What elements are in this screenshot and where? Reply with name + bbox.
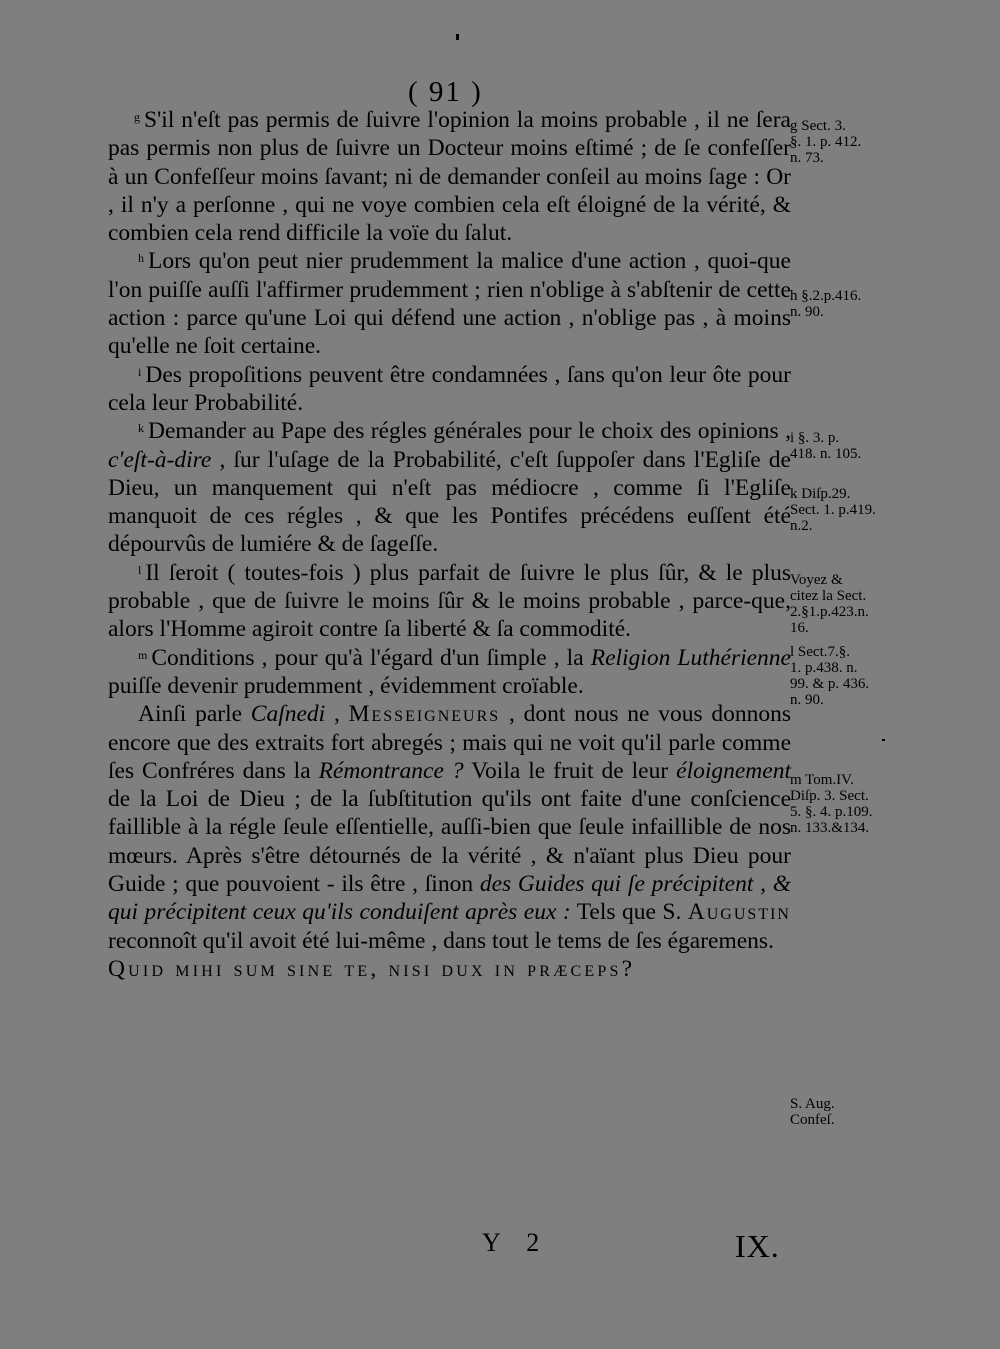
margin-note-k: k Diſp.29. Sect. 1. p.419. n.2.	[790, 486, 876, 534]
margin-note-l: l Sect.7.§. 1. p.438. n. 99. & p. 436. n. 90.	[790, 644, 870, 708]
margin-note-voyez: Voyez & citez la Sect. 2.§1.p.423.n. 16.	[790, 572, 869, 636]
paragraph-l	[108, 559, 791, 644]
paragraph-k	[108, 417, 791, 558]
conclusion-caps-augustin: Augustin	[687, 899, 791, 926]
note-marker-l: l	[138, 562, 142, 577]
conclusion-text-3: , dont nous ne vous donnons encore que des extraits fort abregés ; mais qui ne voit qu'il parle comme ſes Confréres dans la	[108, 701, 791, 784]
paragraph-k-text-after: , ſur l'uſage de la Probabilité, c'eſt ſuppoſer dans l'Egliſe de Dieu, un manquement qui n'eſt pas médiocre , comme ſi l'Egliſe manquoit de ces régles , & que les Pontifes précédens euſſent été dépourvûs de lumiére & de ſageſſe.	[108, 446, 791, 558]
note-marker-k: k	[138, 421, 144, 436]
margin-note-h: h §.2.p.416. n. 90.	[790, 288, 862, 320]
conclusion-italic-eloignement: éloignement	[676, 757, 791, 784]
conclusion-italic-guides: des Guides qui ſe précipitent , & qui précipitent ceux qu'ils conduiſent après eux :	[108, 871, 791, 926]
paragraph-m-text-after: puiſſe devenir prudemment , évidemment croïable.	[108, 672, 584, 699]
paragraph-conclusion	[108, 700, 791, 955]
conclusion-italic-remontrance: Rémontrance ?	[318, 757, 464, 784]
conclusion-text-4: Voila le fruit de leur	[463, 757, 677, 784]
paragraph-k-italic: c'eſt-à-dire	[108, 446, 212, 473]
margin-note-g: g Sect. 3. §. 1. p. 412. n. 73.	[790, 118, 862, 166]
paragraph-g-text: S'il n'eſt pas permis de ſuivre l'opinion la moins probable , il ne ſera pas permis non plus de ſuivre un Docteur moins eſtimé ; de ſe confeſſer à un Confeſſeur moins ſavant; ni de demander conſeil au moins ſage : Or , il n'y a perſonne , qui ne voye combien cela eſt éloigné de la vérité, & combien cela rend difficile la voïe du ſalut.	[108, 107, 791, 247]
paragraph-h-text: Lors qu'on peut nier prudemment la malice d'une action , quoi-que l'on puiſſe auſſi l'affirmer prudemment ; rien n'oblige à s'abſtenir de cette action : parce qu'une Loi qui défend une action , n'oblige pas , à moins qu'elle ne ſoit certaine.	[108, 248, 791, 360]
note-marker-m: m	[138, 647, 148, 662]
paragraph-m-italic: Religion Luthérienne	[590, 644, 791, 671]
signature-mark-left: Y 2	[482, 1228, 550, 1257]
paragraph-g	[108, 106, 791, 247]
ink-mark	[882, 739, 885, 741]
paragraph-l-text: Il ſeroit ( toutes-fois ) plus parfait de ſuivre le plus ſûr, & le plus probable , que de ſuivre le moins ſûr & le moins probable , parce-que, alors l'Homme agiroit contre ſa liberté & ſa commodité.	[108, 559, 791, 643]
conclusion-text-1: Ainſi parle	[138, 701, 251, 728]
paragraph-h	[108, 247, 791, 360]
paragraph-k-text-before: Demander au Pape des régles générales pour le choix des opinions ,	[148, 418, 791, 445]
conclusion-text-6: Tels que S.	[570, 899, 688, 926]
paragraph-m	[108, 644, 791, 701]
margin-note-augustin: S. Aug. Confeſ.	[790, 1096, 835, 1128]
paragraph-i	[108, 361, 791, 418]
main-text	[108, 106, 791, 983]
note-marker-h: h	[138, 251, 144, 266]
paragraph-i-text: Des propoſitions peuvent être condamnées , ſans qu'on leur ôte pour cela leur Probabilité.	[108, 361, 791, 416]
conclusion-caps-messeigneurs: Messeigneurs	[348, 701, 501, 728]
latin-quotation: Quid mihi sum sine te, nisi dux in præceps?	[108, 955, 636, 982]
note-marker-g: g	[134, 110, 140, 124]
conclusion-italic-casnedi: Caſnedi	[250, 701, 326, 728]
margin-note-m: m Tom.IV. Diſp. 3. Sect. 5. §. 4. p.109. n. 133.&134.	[790, 772, 873, 836]
margin-note-i: i §. 3. p. 418. n. 105.	[790, 430, 862, 462]
page-number: ( 91 )	[408, 76, 483, 108]
signature-mark-right: IX.	[735, 1228, 780, 1264]
conclusion-text-7: reconnoît qu'il avoit été lui-même , dans tout le tems de ſes égaremens.	[108, 927, 774, 954]
ink-speck	[456, 34, 459, 40]
note-marker-i: i	[138, 364, 142, 379]
conclusion-text-2: ,	[325, 701, 349, 728]
conclusion-text-5: de la Loi de Dieu ; de la ſubſtitution qu'ils ont faite d'une conſcience faillible à la régle ſeule eſſentielle, auſſi-bien que ſeule infaillible de nos mœurs. Après s'être détournés de la vérité , & n'aïant plus Dieu pour Guide ; que pouvoient - ils être , ſinon	[108, 786, 791, 898]
paragraph-m-text-before: Conditions , pour qu'à l'égard d'un ſimple , la	[151, 644, 591, 671]
